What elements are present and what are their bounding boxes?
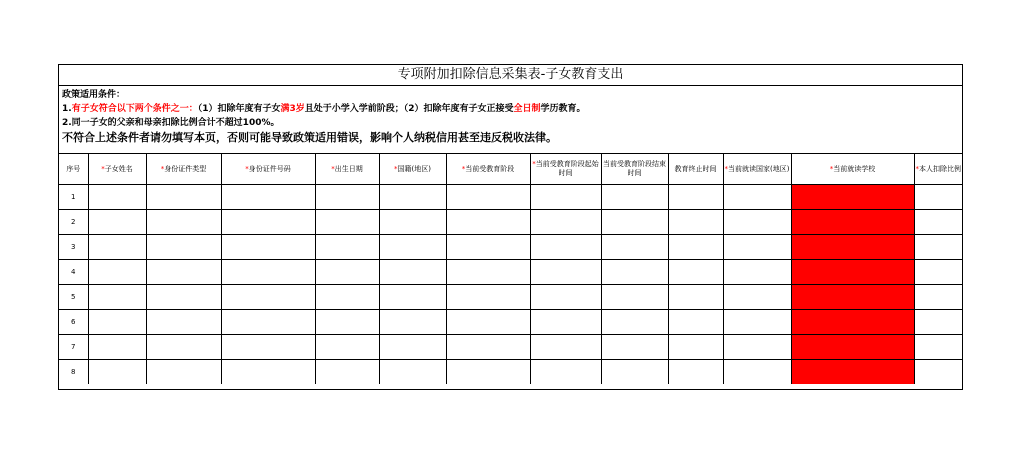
table-cell[interactable]	[88, 310, 146, 335]
table-cell[interactable]	[914, 310, 962, 335]
table-cell[interactable]	[221, 360, 315, 385]
table-cell[interactable]	[446, 235, 530, 260]
table-cell[interactable]	[530, 210, 601, 235]
condition-1-fulltime: 全日制	[513, 104, 541, 114]
table-cell[interactable]	[315, 360, 379, 385]
table-row	[59, 310, 962, 335]
form-title: 专项附加扣除信息采集表-子女教育支出	[59, 65, 962, 86]
condition-1-age: 满3岁	[280, 104, 305, 114]
table-cell[interactable]	[446, 360, 530, 385]
condition-1-number: 1.	[62, 104, 72, 114]
table-cell[interactable]	[791, 260, 914, 285]
table-cell[interactable]	[601, 285, 668, 310]
required-marker: *	[724, 164, 729, 173]
column-header-label: 身份证件号码	[248, 164, 291, 173]
table-cell[interactable]	[379, 310, 446, 335]
table-cell[interactable]	[379, 360, 446, 385]
column-header-label: 当前受教育阶段结束时间	[603, 160, 666, 177]
table-cell[interactable]	[668, 360, 723, 385]
required-marker: *	[394, 164, 398, 173]
table-cell[interactable]	[379, 260, 446, 285]
table-cell[interactable]	[668, 310, 723, 335]
table-cell[interactable]	[379, 335, 446, 360]
required-marker: *	[829, 164, 834, 173]
required-marker: *	[101, 164, 105, 173]
table-cell[interactable]	[914, 335, 962, 360]
children-education-table	[59, 153, 962, 384]
table-cell[interactable]	[791, 335, 914, 360]
row-number: 4	[59, 260, 88, 285]
table-cell[interactable]	[530, 235, 601, 260]
required-marker: *	[160, 164, 165, 173]
column-header-label: 当前受教育阶段起始时间	[535, 160, 599, 177]
row-number: 1	[59, 185, 88, 210]
table-cell[interactable]	[146, 310, 221, 335]
table-cell[interactable]	[221, 310, 315, 335]
table-cell[interactable]	[791, 360, 914, 385]
table-cell[interactable]	[146, 235, 221, 260]
condition-1-part-a: （1）扣除年度有子女	[197, 104, 281, 114]
table-cell[interactable]	[446, 310, 530, 335]
policy-condition-1	[62, 102, 959, 116]
table-cell[interactable]	[668, 185, 723, 210]
table-cell[interactable]	[530, 310, 601, 335]
policy-condition-2: 2.同一子女的父亲和母亲扣除比例合计不超过100%。	[62, 118, 280, 128]
table-cell[interactable]	[668, 210, 723, 235]
table-row	[59, 185, 962, 210]
column-header-label: 本人扣除比例	[919, 164, 961, 173]
table-cell[interactable]	[668, 235, 723, 260]
table-cell[interactable]	[914, 210, 962, 235]
table-cell[interactable]	[601, 235, 668, 260]
column-header	[379, 154, 446, 185]
table-cell[interactable]	[88, 335, 146, 360]
table-cell[interactable]	[723, 260, 791, 285]
column-header-label: 教育终止时间	[674, 164, 717, 173]
required-marker: *	[915, 164, 919, 173]
column-header-label: 国籍(地区)	[397, 164, 431, 173]
column-header	[59, 154, 88, 185]
table-cell[interactable]	[315, 310, 379, 335]
table-cell[interactable]	[914, 260, 962, 285]
policy-section	[59, 86, 962, 146]
table-row	[59, 335, 962, 360]
column-header-label: 当前受教育阶段	[465, 164, 515, 173]
table-cell[interactable]	[146, 360, 221, 385]
table-cell[interactable]	[601, 310, 668, 335]
row-number: 5	[59, 285, 88, 310]
table-cell[interactable]	[379, 235, 446, 260]
table-cell[interactable]	[315, 285, 379, 310]
table-cell[interactable]	[791, 235, 914, 260]
table-cell[interactable]	[315, 235, 379, 260]
table-cell[interactable]	[221, 285, 315, 310]
column-header-label: 出生日期	[334, 164, 363, 173]
table-cell[interactable]	[146, 260, 221, 285]
row-number: 7	[59, 335, 88, 360]
table-cell[interactable]	[723, 335, 791, 360]
table-cell[interactable]	[446, 185, 530, 210]
table-cell[interactable]	[723, 360, 791, 385]
table-cell[interactable]	[723, 310, 791, 335]
table-row	[59, 260, 962, 285]
table-cell[interactable]	[914, 360, 962, 385]
table-cell[interactable]	[221, 235, 315, 260]
table-cell[interactable]	[221, 185, 315, 210]
required-marker: *	[532, 160, 536, 168]
table-cell[interactable]	[601, 210, 668, 235]
table-cell[interactable]	[530, 185, 601, 210]
column-header	[723, 154, 791, 185]
column-header-label: 身份证件类型	[164, 164, 207, 173]
required-marker: *	[331, 164, 335, 173]
column-header	[914, 154, 962, 185]
table-row	[59, 285, 962, 310]
table-cell[interactable]	[146, 185, 221, 210]
table-cell[interactable]	[530, 260, 601, 285]
column-header-label: 序号	[66, 164, 81, 173]
table-cell[interactable]	[914, 235, 962, 260]
row-number: 3	[59, 235, 88, 260]
table-cell[interactable]	[668, 335, 723, 360]
table-cell[interactable]	[530, 335, 601, 360]
table-cell[interactable]	[379, 210, 446, 235]
table-cell[interactable]	[668, 285, 723, 310]
table-cell[interactable]	[88, 210, 146, 235]
table-cell[interactable]	[446, 210, 530, 235]
column-header	[88, 154, 146, 185]
table-cell[interactable]	[791, 310, 914, 335]
table-cell[interactable]	[315, 335, 379, 360]
table-cell[interactable]	[601, 335, 668, 360]
table-cell[interactable]	[668, 260, 723, 285]
table-cell[interactable]	[315, 260, 379, 285]
table-cell[interactable]	[723, 235, 791, 260]
table-cell[interactable]	[379, 185, 446, 210]
column-header	[791, 154, 914, 185]
column-header	[668, 154, 723, 185]
table-cell[interactable]	[146, 335, 221, 360]
column-header	[446, 154, 530, 185]
table-cell[interactable]	[315, 185, 379, 210]
table-cell[interactable]	[914, 185, 962, 210]
column-header-label: 当前就读国家(地区)	[728, 164, 790, 173]
table-cell[interactable]	[791, 185, 914, 210]
table-cell[interactable]	[446, 285, 530, 310]
table-cell[interactable]	[146, 285, 221, 310]
table-cell[interactable]	[221, 210, 315, 235]
policy-warning: 不符合上述条件者请勿填写本页，否则可能导致政策适用错误，影响个人纳税信用甚至违反税收法律。	[62, 131, 557, 144]
table-cell[interactable]	[601, 185, 668, 210]
table-row	[59, 235, 962, 260]
column-header	[221, 154, 315, 185]
table-cell[interactable]	[791, 210, 914, 235]
row-number: 8	[59, 360, 88, 385]
table-cell[interactable]	[88, 185, 146, 210]
table-cell[interactable]	[315, 210, 379, 235]
table-cell[interactable]	[601, 260, 668, 285]
column-header	[601, 154, 668, 185]
table-row	[59, 360, 962, 385]
table-cell[interactable]	[379, 285, 446, 310]
column-header-label: 子女姓名	[104, 164, 133, 173]
table-cell[interactable]	[221, 335, 315, 360]
table-cell[interactable]	[530, 285, 601, 310]
table-cell[interactable]	[221, 260, 315, 285]
table-cell[interactable]	[446, 260, 530, 285]
table-cell[interactable]	[791, 285, 914, 310]
condition-1-part-b: 且处于小学入学前阶段；（2）扣除年度有子女正接受	[304, 104, 514, 114]
column-header	[530, 154, 601, 185]
table-cell[interactable]	[88, 235, 146, 260]
condition-1-part-c: 学历教育。	[540, 104, 586, 114]
table-cell[interactable]	[530, 360, 601, 385]
table-cell[interactable]	[723, 210, 791, 235]
condition-1-lead: 有子女符合以下两个条件之一：	[71, 104, 198, 114]
policy-heading: 政策适用条件：	[62, 90, 126, 100]
table-cell[interactable]	[723, 185, 791, 210]
table-cell[interactable]	[601, 360, 668, 385]
table-row	[59, 210, 962, 235]
table-cell[interactable]	[914, 285, 962, 310]
table-cell[interactable]	[446, 335, 530, 360]
table-cell[interactable]	[146, 210, 221, 235]
table-header-row	[59, 154, 962, 185]
required-marker: *	[245, 164, 249, 173]
table-cell[interactable]	[88, 260, 146, 285]
row-number: 2	[59, 210, 88, 235]
table-cell[interactable]	[88, 285, 146, 310]
column-header-label: 当前就读学校	[833, 164, 876, 173]
table-cell[interactable]	[723, 285, 791, 310]
table-cell[interactable]	[88, 360, 146, 385]
form-sheet	[58, 64, 963, 390]
column-header	[315, 154, 379, 185]
column-header	[146, 154, 221, 185]
required-marker: *	[461, 164, 466, 173]
row-number: 6	[59, 310, 88, 335]
